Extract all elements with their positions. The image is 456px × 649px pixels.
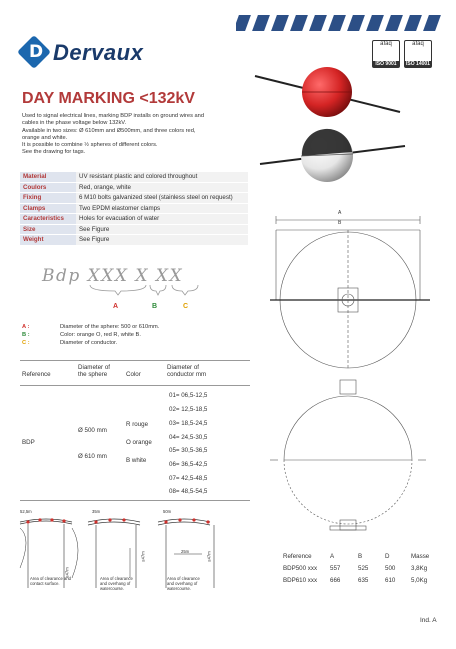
drawing-label-a: A bbox=[338, 210, 342, 216]
ref-conductor: 02= 12,5-18,5 bbox=[169, 406, 208, 413]
spec-value: Red, orange, white bbox=[76, 182, 248, 193]
spec-value: See Figure bbox=[76, 224, 248, 235]
spec-row bbox=[20, 214, 248, 225]
ref-color: B white bbox=[126, 457, 147, 464]
code-label-c: C bbox=[183, 303, 189, 310]
spec-row bbox=[20, 203, 248, 214]
legend-label: A : bbox=[22, 324, 30, 330]
divider bbox=[20, 385, 250, 386]
legend-row bbox=[22, 339, 159, 347]
spec-key: Size bbox=[20, 224, 76, 235]
dim-row bbox=[283, 565, 433, 577]
dim-cell: 635 bbox=[358, 577, 369, 584]
header-stripes bbox=[236, 15, 451, 31]
divider bbox=[20, 500, 250, 501]
clearance-dim: 35m bbox=[92, 509, 101, 514]
ref-diameter: Ø 610 mm bbox=[78, 453, 107, 460]
spec-value: Two EPDM elastomer clamps bbox=[76, 203, 248, 214]
spec-key: Material bbox=[20, 172, 76, 182]
dim-header: Reference bbox=[283, 553, 312, 560]
description-line: It is possible to combine ½ spheres of different colors. bbox=[22, 142, 158, 149]
ref-header: Color bbox=[126, 371, 141, 378]
ref-conductor: 01= 06,5-12,5 bbox=[169, 392, 208, 399]
drawing-label-b: B bbox=[338, 220, 342, 226]
legend-row bbox=[22, 331, 159, 339]
dim-cell: 3,8Kg bbox=[411, 565, 428, 572]
document-index: Ind. A bbox=[420, 617, 437, 624]
spec-key: Clamps bbox=[20, 203, 76, 214]
dim-cell: 525 bbox=[358, 565, 369, 572]
description-line: orange and white. bbox=[22, 134, 68, 141]
ref-reference: BDP bbox=[22, 439, 35, 446]
brand-name: Dervaux bbox=[53, 40, 144, 65]
description-line: Available in two sizes: Ø 610mm and Ø500mm, and three colors red, bbox=[22, 127, 196, 134]
spec-value: 6 M10 bolts galvanized steel (stainless steel on request) bbox=[76, 193, 248, 204]
ref-color: O orange bbox=[126, 439, 152, 446]
dim-cell: 666 bbox=[330, 577, 341, 584]
spec-value: UV resistant plastic and colored throughout bbox=[76, 172, 248, 182]
ref-conductor: 07= 42,5-48,5 bbox=[169, 475, 208, 482]
front-view bbox=[270, 216, 430, 370]
legend-label: B : bbox=[22, 332, 30, 338]
divider bbox=[20, 360, 250, 361]
cert-name: afaq bbox=[380, 41, 392, 47]
clearance-dim: ≥47m bbox=[206, 551, 212, 562]
spec-row bbox=[20, 224, 248, 235]
ref-diameter: Ø 500 mm bbox=[78, 427, 107, 434]
clearance-dim: ≥47m bbox=[64, 567, 70, 578]
ref-conductor: 06= 36,5-42,5 bbox=[169, 461, 208, 468]
ref-conductor: 03= 18,5-24,5 bbox=[169, 420, 208, 427]
clearance-dim: 25m bbox=[181, 549, 190, 554]
cert-name: afaq bbox=[412, 41, 424, 47]
clearance-dim: ≥47m bbox=[140, 551, 146, 562]
page-title: DAY MARKING <132kV bbox=[22, 90, 195, 107]
clearance-note: Area of clearance and overhang of watercourse. bbox=[100, 576, 133, 591]
dim-cell: 5,0Kg bbox=[411, 577, 428, 584]
description-line: cables in the phase voltage below 132kV. bbox=[22, 120, 127, 127]
dim-cell: BDP500 xxx bbox=[283, 565, 318, 572]
product-photos bbox=[250, 54, 410, 204]
description bbox=[22, 113, 244, 157]
dim-header: D bbox=[385, 553, 390, 560]
ref-header: Diameter of the sphere bbox=[78, 364, 110, 378]
spec-row bbox=[20, 182, 248, 193]
code-label-a: A bbox=[113, 303, 119, 310]
clearance-dim: 50m bbox=[163, 509, 172, 514]
code-label-b: B bbox=[152, 303, 158, 310]
dim-header: Masse bbox=[411, 553, 430, 560]
description-line: See the drawing for tags. bbox=[22, 149, 86, 156]
spec-value: Holes for evacuation of water bbox=[76, 214, 248, 225]
spec-key: Weight bbox=[20, 235, 76, 246]
legend-text: Color: orange O, red R, white B. bbox=[60, 332, 141, 338]
ref-header: Diameter of conductor mm bbox=[167, 364, 207, 378]
dim-row bbox=[283, 577, 433, 589]
dim-cell: 557 bbox=[330, 565, 341, 572]
clearance-note: Area of clearance and overhang of watercourse. bbox=[167, 576, 200, 591]
spec-value: See Figure bbox=[76, 235, 248, 246]
dim-cell: BDP610 xxx bbox=[283, 577, 318, 584]
dim-header-row bbox=[283, 553, 433, 565]
clearance-note: Area of clearance and contact surface. bbox=[30, 576, 71, 586]
ref-conductor: 05= 30,5-36,5 bbox=[169, 447, 208, 454]
spec-key: Caracteristics bbox=[20, 214, 76, 225]
cert-standard: ISO 9001 bbox=[373, 61, 399, 67]
ref-color: R rouge bbox=[126, 421, 149, 428]
product-code: Bdp XXX X XX bbox=[42, 266, 184, 286]
description-line: Used to signal electrical lines, marking BDP installs on ground wires and bbox=[22, 113, 204, 119]
spec-row bbox=[20, 193, 248, 204]
technical-drawing bbox=[270, 210, 435, 540]
code-legend bbox=[22, 323, 159, 347]
red-sphere-photo bbox=[255, 67, 400, 117]
spec-key: Fixing bbox=[20, 193, 76, 204]
legend-text: Diameter of conductor. bbox=[60, 340, 118, 346]
cert-standard: ISO 14001 bbox=[406, 61, 430, 67]
ref-conductor: 08= 48,5-54,5 bbox=[169, 488, 208, 495]
spec-row bbox=[20, 172, 248, 182]
code-braces bbox=[80, 283, 200, 297]
side-view bbox=[270, 380, 426, 530]
spec-table bbox=[20, 172, 248, 246]
dim-cell: 610 bbox=[385, 577, 396, 584]
spec-key: Coulors bbox=[20, 182, 76, 193]
white-sphere-photo bbox=[260, 129, 405, 182]
dim-cell: 500 bbox=[385, 565, 396, 572]
ref-conductor: 04= 24,5-30,5 bbox=[169, 434, 208, 441]
ref-header: Reference bbox=[22, 371, 51, 378]
dim-header: B bbox=[358, 553, 363, 560]
dimension-table bbox=[283, 553, 433, 589]
legend-label: C : bbox=[22, 340, 30, 346]
legend-text: Diameter of the sphere: 500 or 610mm. bbox=[60, 324, 160, 330]
logo-letter: D bbox=[29, 42, 44, 62]
clearance-dim: 52,5m bbox=[20, 509, 32, 514]
spec-row bbox=[20, 235, 248, 246]
dim-header: A bbox=[330, 553, 335, 560]
legend-row bbox=[22, 323, 159, 331]
